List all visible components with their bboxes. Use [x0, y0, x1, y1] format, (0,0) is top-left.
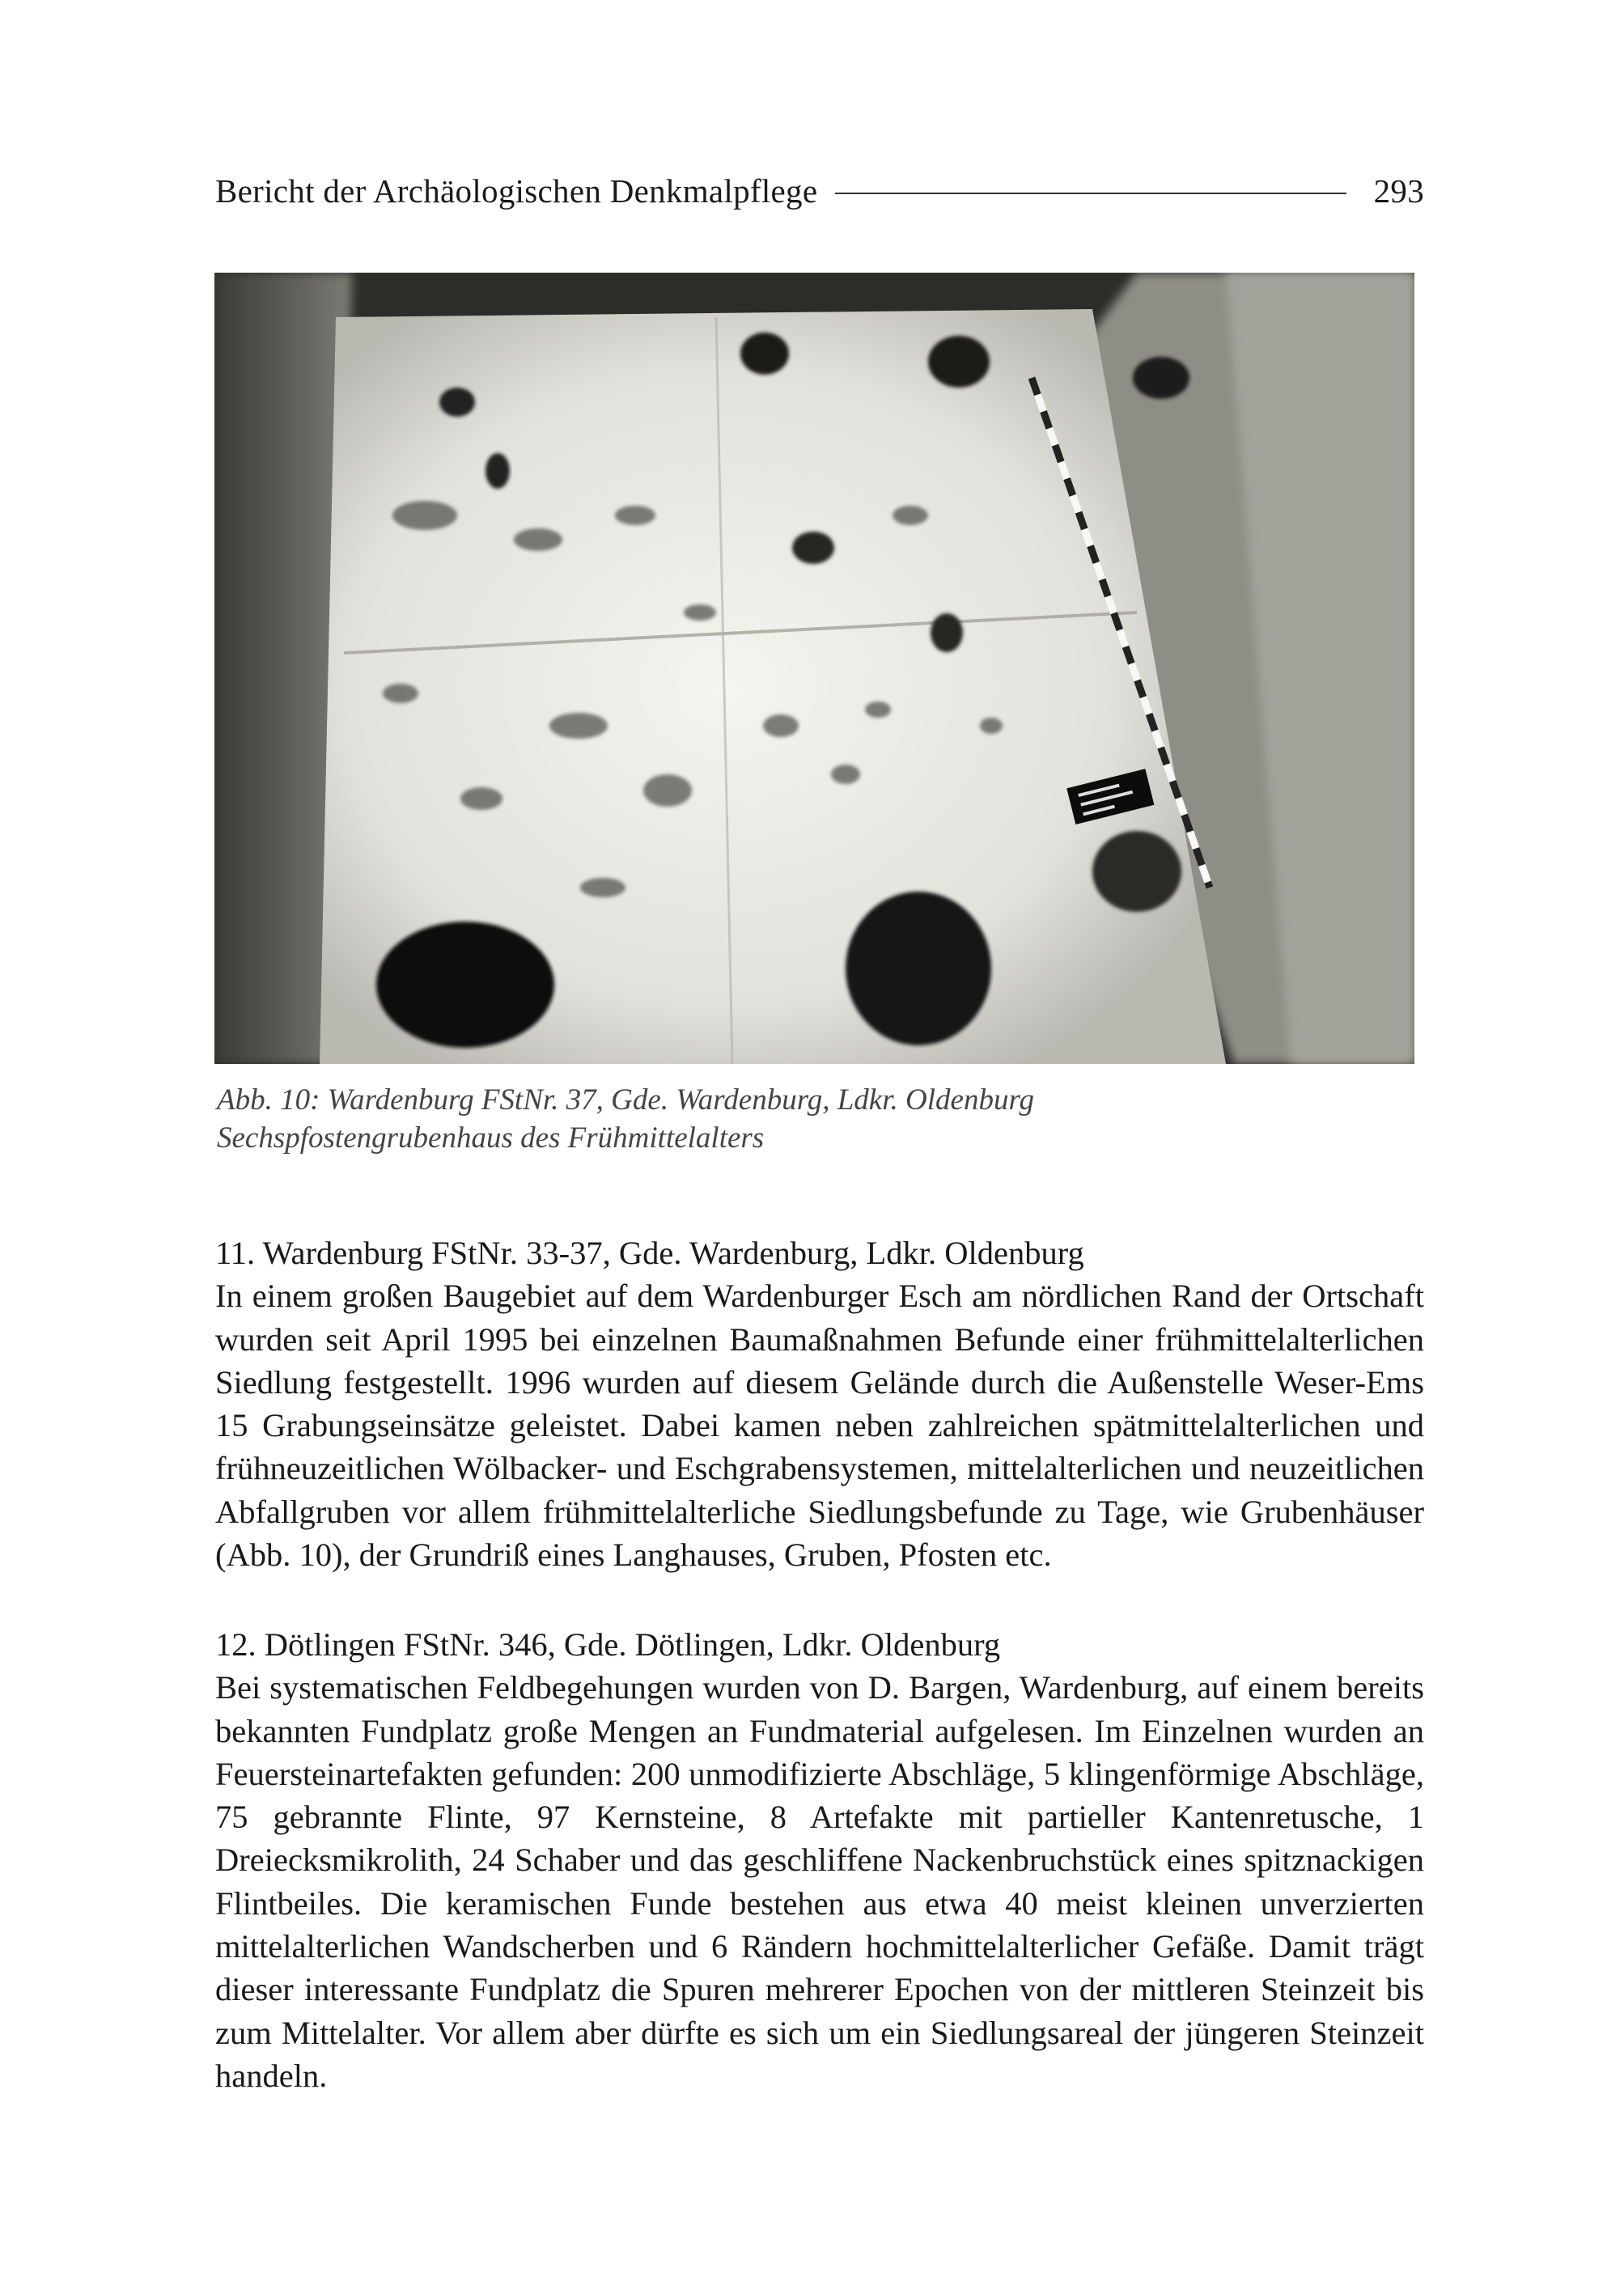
caption-line-2: Sechspfostengrubenhaus des Frühmittelalters [217, 1121, 765, 1155]
entry-11-heading: 11. Wardenburg FStNr. 33-37, Gde. Wardenburg, Ldkr. Oldenburg [215, 1235, 1084, 1271]
running-head-title: Bericht der Archäologischen Denkmalpflege [215, 172, 818, 210]
excavation-photograph [214, 273, 1414, 1064]
entry-12-body: Bei systematischen Feldbegehungen wurden von D. Bargen, Wardenburg, auf einem bereits bekannten Fundplatz große Mengen an Fundmaterial aufgelesen. Im Einzelnen wurden an Feuersteinartefakten gefunden: 200 unmodifizierte Abschläge, 5 klingenförmige Abschläge, 75 gebrannte Flinte, 97 Kernsteine, 8 Artefakte mit partieller Kantenretusche, 1 Dreiecksmikrolith, 24 Schaber und das geschliffene Nackenbruchstück eines spitznackigen Flintbeiles. Die keramischen Funde bestehen aus etwa 40 meist kleinen unverzierten mittelalterlichen Wandscherben und 6 Rändern hochmittelalterlicher Gefäße. Damit trägt dieser interessante Fundplatz die Spuren mehrerer Epochen von der mittleren Steinzeit bis zum Mittelalter. Vor allem aber dürfte es sich um ein Siedlungsareal der jüngeren Steinzeit handeln. [215, 1669, 1424, 2094]
entry-12 [215, 1623, 1424, 2097]
figure-caption [217, 1081, 1398, 1157]
running-head-rule [835, 193, 1346, 194]
caption-line-1: Abb. 10: Wardenburg FStNr. 37, Gde. Wardenburg, Ldkr. Oldenburg [217, 1083, 1034, 1117]
entry-11-body: In einem großen Baugebiet auf dem Wardenburger Esch am nördlichen Rand der Ortschaft wurden seit April 1995 bei einzelnen Baumaßnahmen Befunde einer frühmittelalterlichen Siedlung festgestellt. 1996 wurden auf diesem Gelände durch die Außenstelle Weser-Ems 15 Grabungseinsätze geleistet. Dabei kamen neben zahlreichen spätmittelalterlichen und frühneuzeitlichen Wölbacker- und Eschgrabensystemen, mittelalterlichen und neuzeitlichen Abfallgruben vor allem frühmittelalterliche Siedlungsbefunde zu Tage, wie Grubenhäuser (Abb. 10), der Grundriß eines Langhauses, Gruben, Pfosten etc. [215, 1278, 1424, 1574]
running-head [215, 165, 1424, 217]
entry-12-heading: 12. Dötlingen FStNr. 346, Gde. Dötlingen, Ldkr. Oldenburg [215, 1626, 1001, 1663]
photograph-rendering [214, 273, 1414, 1064]
page-number: 293 [1373, 172, 1424, 210]
entry-11 [215, 1231, 1424, 1576]
